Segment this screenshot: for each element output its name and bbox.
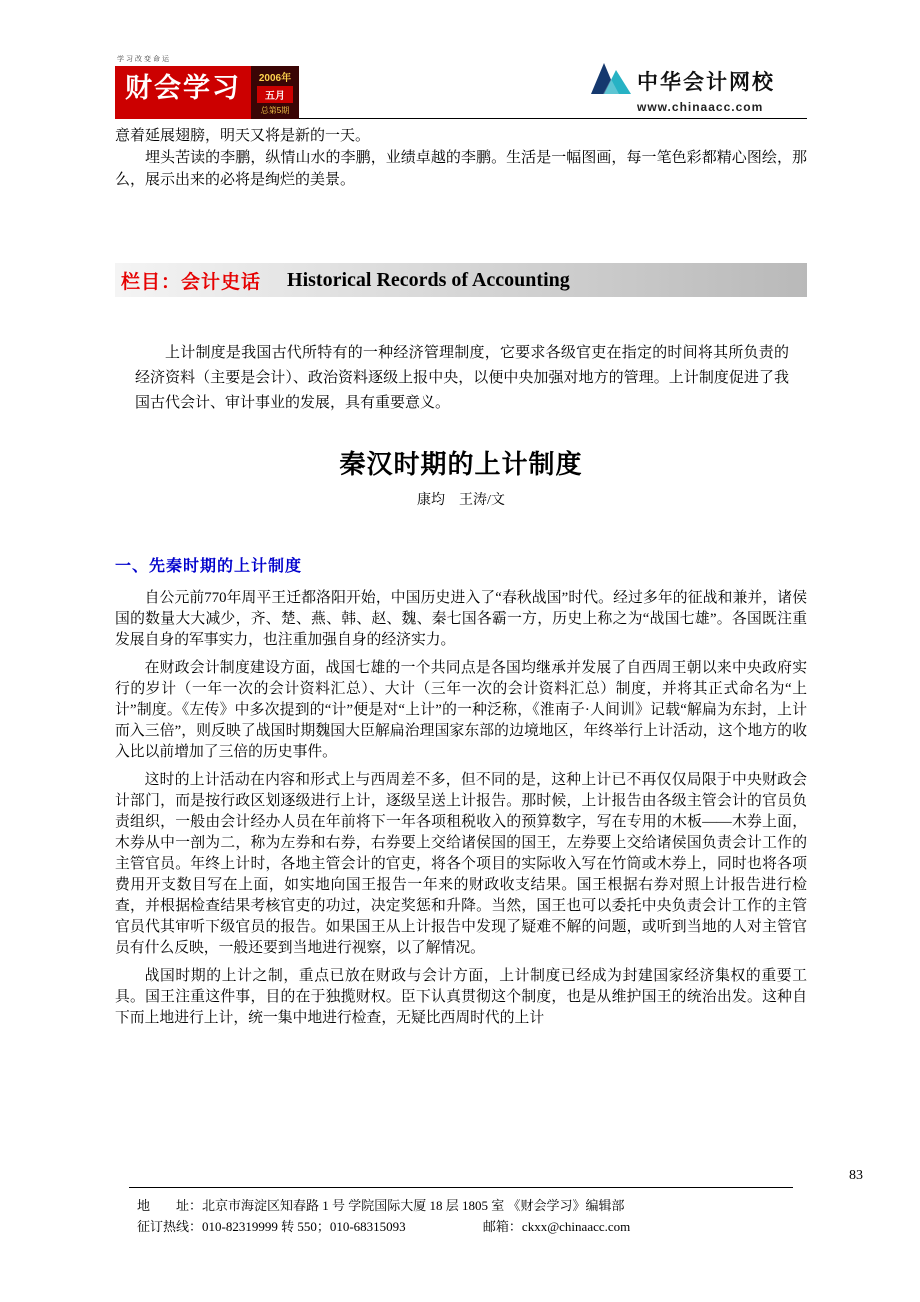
lead-section bbox=[115, 125, 807, 191]
masthead-tagline: 学习改变命运 bbox=[117, 56, 171, 63]
article-byline: 康均 王涛/文 bbox=[417, 493, 505, 508]
site-name: 中华会计网校 bbox=[637, 70, 775, 94]
article-paragraph: 自公元前770年周平王迁都洛阳开始，中国历史进入了“春秋战国”时代。经过多年的征战和兼并，诸侯国的数量大大减少，齐、楚、燕、韩、赵、魏、秦七国各霸一方，历史上称之为“战国七雄”。各国既注重发展自身的军事实力，也注重加强自身的经济实力。 bbox=[115, 590, 807, 648]
section-banner bbox=[115, 263, 807, 297]
footer-divider bbox=[129, 1187, 793, 1188]
page-number: 83 bbox=[849, 1168, 863, 1183]
issue-number: 总第5期 bbox=[260, 106, 290, 115]
chinaacc-logo-icon bbox=[591, 62, 631, 99]
issue-month: 五月 bbox=[257, 86, 293, 103]
lead-continuation: 意着延展翅膀，明天又将是新的一天。 bbox=[115, 128, 371, 144]
site-logo bbox=[591, 62, 775, 114]
footer-address bbox=[115, 1195, 807, 1216]
page-footer bbox=[115, 1168, 863, 1237]
article-paragraph: 在财政会计制度建设方面，战国七雄的一个共同点是各国均继承并发展了自西周王朝以来中央政府实行的岁计（一年一次的会计资料汇总）、大计（三年一次的会计资料汇总）制度，并将其正式命名为“上计”制度。《左传》中多次提到的“计”便是对“上计”的一种泛称，《淮南子·人间训》记载“解扁为东封，上计而入三倍”，则反映了战国时期魏国大臣解扁治理国家东部的边境地区，年终举行上计活动，这个地方的收入比以前增加了三倍的历史事件。 bbox=[115, 660, 807, 760]
page-header bbox=[115, 54, 807, 116]
section-heading-1: 一、先秦时期的上计制度 bbox=[115, 558, 303, 575]
footer-email: 邮箱：ckxx@chinaacc.com bbox=[482, 1219, 631, 1234]
site-logo-row bbox=[591, 62, 775, 99]
issue-year: 2006年 bbox=[258, 73, 292, 84]
article-abstract: 上计制度是我国古代所特有的一种经济管理制度，它要求各级官吏在指定的时间将其所负责的经济资料（主要是会计）、政治资料逐级上报中央，以便中央加强对地方的管理。上计制度促进了我国古代会计、审计事业的发展，具有重要意义。 bbox=[135, 345, 789, 411]
footer-hotline: 征订热线：010-82319999 转 550；010-68315093 bbox=[137, 1219, 406, 1234]
magazine-title: 财会学习 bbox=[115, 66, 251, 119]
magazine-masthead bbox=[115, 54, 299, 119]
masthead-row bbox=[115, 66, 299, 119]
footer-contact bbox=[115, 1216, 807, 1237]
article-paragraph: 这时的上计活动在内容和形式上与西周差不多，但不同的是，这种上计已不再仅仅局限于中央财政会计部门，而是按行政区划逐级进行上计，逐级呈送上计报告。那时候，上计报告由各级主管会计的官员负责组织，一般由会计经办人员在年前将下一年各项租税收入的预算数字，写在专用的木板——木券上面，木券从中一剖为二，称为左券和右券，右券要上交给诸侯国的国王，左券要上交给诸侯国负责会计工作的主管官员。年终上计时，各地主管会计的官吏，将各个项目的实际收入写在竹筒或木券上，同时也将各项费用开支数目写在上面，如实地向国王报告一年来的财政收支结果。国王根据右券对照上计报告进行检查，并根据检查结果考核官吏的功过，决定奖惩和升降。当然，国王也可以委托中央负责会计工作的主管官员代其审听下级官员的报告。如果国王从上计报告中发现了疑难不解的问题，或听到当地的人对主管官员有什么反映，一般还要到当地进行视察，以了解情况。 bbox=[115, 772, 807, 956]
issue-strip bbox=[251, 66, 299, 119]
banner-label-en: Historical Records of Accounting bbox=[287, 268, 570, 291]
footer-address-text: 地 址：北京市海淀区知春路 1 号 学院国际大厦 18 层 1805 室 《财会学习》编辑部 bbox=[137, 1198, 625, 1213]
lead-paragraph: 埋头苦读的李鹏，纵情山水的李鹏，业绩卓越的李鹏。生活是一幅图画，每一笔色彩都精心图绘，那么，展示出来的必将是绚烂的美景。 bbox=[115, 150, 807, 188]
banner-label-cn: 栏目：会计史话 bbox=[121, 271, 262, 293]
site-url: www.chinaacc.com bbox=[637, 100, 764, 114]
article-paragraph: 战国时期的上计之制，重点已放在财政与会计方面，上计制度已经成为封建国家经济集权的重要工具。国王注重这件事，目的在于独揽财权。臣下认真贯彻这个制度，也是从维护国王的统治出发。这种自下而上地进行上计，统一集中地进行检查，无疑比西周时代的上计 bbox=[115, 968, 807, 1026]
article-title: 秦汉时期的上计制度 bbox=[339, 450, 583, 479]
